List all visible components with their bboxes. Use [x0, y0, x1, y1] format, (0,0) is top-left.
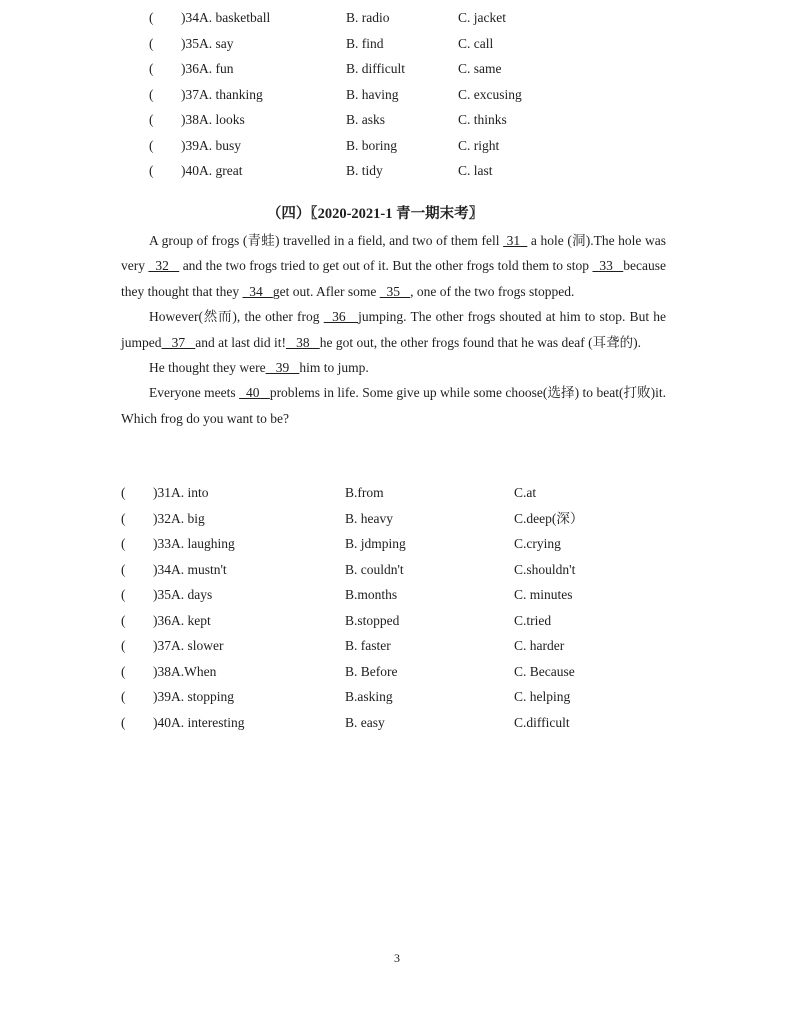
section-heading-text: （四）〖2020-2021-1 青一期末考〗 — [266, 206, 484, 222]
option-a: A. days — [171, 587, 213, 602]
question-row — [149, 34, 709, 54]
option-b: B. jdmping — [345, 536, 406, 551]
question-row — [121, 662, 681, 682]
question-number: )36 — [153, 612, 171, 628]
option-a: A. busy — [199, 137, 242, 153]
option-b: B. easy — [345, 714, 385, 730]
text: A group of frogs (青蛙) travelled in a field, and two of them fell — [149, 233, 504, 248]
cloze-passage — [121, 228, 666, 431]
question-number: )34 — [181, 10, 199, 25]
answer-bracket: ( — [121, 561, 126, 577]
text: him to jump. — [299, 360, 369, 376]
blank-38: 38 — [285, 334, 320, 350]
blank-40: 40 — [239, 385, 270, 401]
question-number: )36 — [181, 61, 199, 76]
question-number: )33 — [153, 536, 171, 551]
question-number: )35 — [153, 587, 171, 602]
option-b: B. difficult — [346, 61, 405, 76]
option-c: C. call — [458, 35, 494, 51]
passage-paragraph-1 — [121, 228, 666, 304]
option-a: A. into — [171, 485, 209, 500]
text: , one of the two frogs stopped. — [410, 283, 575, 299]
answer-bracket: ( — [149, 112, 154, 127]
answer-bracket: ( — [149, 163, 154, 178]
question-row — [121, 636, 681, 656]
option-c: C. right — [458, 137, 500, 153]
answer-bracket: ( — [121, 689, 126, 704]
option-c: C. helping — [514, 689, 571, 704]
option-a: A. slower — [171, 638, 224, 653]
option-a: A. basketball — [199, 10, 271, 25]
option-b: B. find — [346, 35, 384, 51]
answer-bracket: ( — [149, 10, 154, 25]
question-row — [149, 161, 709, 181]
text: and at last did it! — [195, 334, 286, 350]
page-number: 3 — [394, 951, 400, 965]
question-number: )40 — [181, 163, 199, 178]
question-row — [121, 534, 681, 554]
option-a: A. big — [171, 510, 205, 526]
option-a: A. looks — [199, 112, 245, 127]
option-c: C. excusing — [458, 86, 522, 102]
text: He thought they were — [149, 360, 266, 376]
option-a: A. thanking — [199, 86, 263, 102]
blank-33: 33 — [592, 258, 624, 274]
option-b: B.from — [345, 485, 384, 500]
option-a: A. mustn't — [171, 561, 227, 577]
question-row — [121, 585, 681, 605]
answer-bracket: ( — [121, 485, 126, 500]
passage-paragraph-3 — [121, 355, 666, 380]
question-row — [121, 687, 681, 707]
option-b: B. couldn't — [345, 561, 404, 577]
question-number: )35 — [181, 35, 199, 51]
option-a: A. say — [199, 35, 234, 51]
option-c: C.deep(深） — [514, 510, 584, 526]
section-heading — [0, 202, 794, 223]
option-b: B. heavy — [345, 510, 393, 526]
option-c: C.crying — [514, 536, 561, 551]
blank-31: 31 — [503, 233, 528, 248]
question-row — [121, 509, 681, 529]
question-number: )40 — [153, 714, 171, 730]
passage-paragraph-4 — [121, 380, 666, 431]
question-number: )31 — [153, 485, 171, 500]
option-c: C.difficult — [514, 714, 570, 730]
blank-36: 36 — [323, 309, 359, 325]
option-b: B.stopped — [345, 612, 400, 628]
question-number: )38 — [153, 663, 171, 679]
answer-bracket: ( — [121, 638, 126, 653]
text: jumping. The other frogs shouted at him to stop. But he jumped — [121, 309, 666, 350]
question-number: )32 — [153, 510, 171, 526]
question-row — [149, 8, 709, 28]
option-b: B. asks — [346, 112, 386, 127]
answer-bracket: ( — [149, 61, 154, 76]
blank-32: 32 — [148, 258, 180, 274]
question-number: )37 — [153, 638, 171, 653]
text: Everyone meets — [149, 385, 240, 401]
option-a: A. stopping — [171, 689, 235, 704]
question-row — [121, 611, 681, 631]
option-a: A. great — [199, 163, 243, 178]
question-row — [149, 85, 709, 105]
question-row — [121, 713, 681, 733]
option-a: A. interesting — [171, 714, 245, 730]
question-number: )39 — [181, 137, 199, 153]
text: he got out, the other frogs found that he was deaf (耳聋的). — [319, 334, 642, 350]
blank-35: 35 — [379, 283, 411, 299]
text: and the two frogs tried to get out of it. But the other frogs told them to stop — [179, 258, 593, 274]
option-c: C. Because — [514, 663, 575, 679]
answer-bracket: ( — [149, 86, 154, 102]
question-number: )39 — [153, 689, 171, 704]
answer-bracket: ( — [121, 536, 126, 551]
question-number: )34 — [153, 561, 171, 577]
text: because they thought that they — [121, 258, 666, 299]
answer-bracket: ( — [121, 663, 126, 679]
option-b: B. having — [346, 86, 399, 102]
option-c: C.tried — [514, 612, 552, 628]
option-c: C. harder — [514, 638, 565, 653]
question-row — [149, 110, 709, 130]
text: a hole (洞).The hole was very — [121, 233, 666, 274]
answer-bracket: ( — [121, 510, 126, 526]
answer-bracket: ( — [149, 35, 154, 51]
question-row — [149, 59, 709, 79]
question-row — [121, 560, 681, 580]
option-c: C. jacket — [458, 10, 506, 25]
answer-bracket: ( — [121, 587, 126, 602]
question-row — [121, 483, 681, 503]
option-b: B. radio — [346, 10, 390, 25]
option-b: B.asking — [345, 689, 393, 704]
question-number: )38 — [181, 112, 199, 127]
question-row — [149, 136, 709, 156]
answer-bracket: ( — [121, 714, 126, 730]
option-b: B. tidy — [346, 163, 383, 178]
option-b: B. boring — [346, 137, 398, 153]
passage-paragraph-2 — [121, 304, 666, 355]
option-a: A. fun — [199, 61, 234, 76]
option-a: A. kept — [171, 612, 211, 628]
answer-bracket: ( — [121, 612, 126, 628]
text: However(然而), the other frog — [149, 309, 324, 325]
option-c: C. thinks — [458, 112, 507, 127]
blank-37: 37 — [161, 334, 196, 350]
option-b: B.months — [345, 587, 398, 602]
option-c: C. last — [458, 163, 493, 178]
option-a: A.When — [171, 663, 217, 679]
blank-39: 39 — [265, 360, 300, 376]
option-c: C. same — [458, 61, 502, 76]
text: problems in life. Some give up while some choose(选择) to beat(打败)it. Which frog do you want to be? — [121, 385, 667, 426]
answer-bracket: ( — [149, 137, 154, 153]
option-c: C.at — [514, 485, 537, 500]
option-c: C. minutes — [514, 587, 573, 602]
option-b: B. Before — [345, 663, 398, 679]
question-number: )37 — [181, 86, 199, 102]
option-b: B. faster — [345, 638, 391, 653]
option-a: A. laughing — [171, 536, 235, 551]
blank-34: 34 — [242, 283, 273, 299]
option-c: C.shouldn't — [514, 561, 576, 577]
text: get out. Afler some — [272, 283, 380, 299]
